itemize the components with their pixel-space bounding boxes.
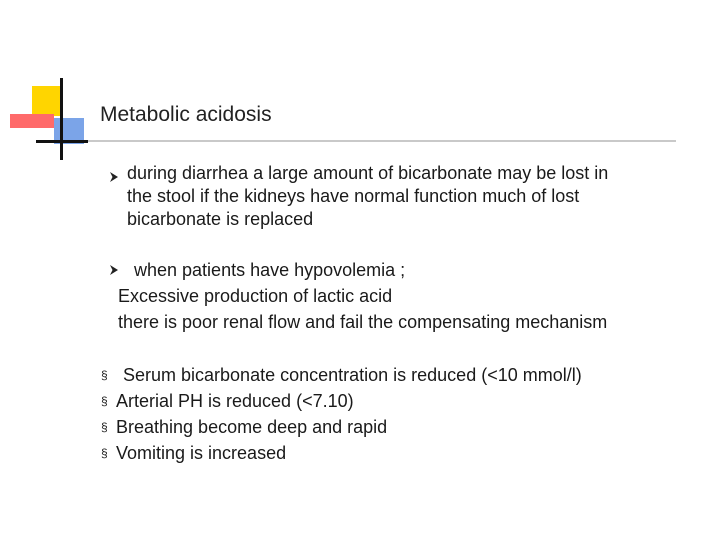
decor-yellow-square	[32, 86, 60, 116]
square-bullet-item-3: Breathing become deep and rapid	[116, 417, 388, 437]
square-bullet-item-2: Arterial PH is reduced (<7.10)	[116, 391, 354, 411]
arrowhead-bullet-icon	[108, 171, 120, 183]
decor-vertical-line	[60, 78, 63, 160]
bullet-2-line-3: there is poor renal flow and fail the compensating mechanism	[118, 312, 608, 332]
slide-title: Metabolic acidosis	[100, 103, 272, 126]
title-underline	[88, 140, 676, 142]
square-bullet-icon: §	[101, 420, 108, 434]
square-bullet-item-4: Vomiting is increased	[116, 443, 287, 463]
bullet-2-line-1: when patients have hypovolemia ;	[134, 260, 406, 280]
decor-dark-rule	[36, 140, 88, 143]
bullet-1-line-2: the stool if the kidneys have normal function much of lost	[127, 186, 580, 206]
bullet-2-line-2: Excessive production of lactic acid	[118, 286, 393, 306]
square-bullet-icon: §	[101, 446, 108, 460]
square-bullet-icon: §	[101, 394, 108, 408]
square-bullet-item-1: Serum bicarbonate concentration is reduced (<10 mmol/l)	[123, 365, 582, 385]
square-bullet-icon: §	[101, 368, 108, 382]
decor-red-bar	[10, 114, 54, 128]
arrowhead-bullet-icon	[108, 264, 120, 276]
bullet-1-line-1: during diarrhea a large amount of bicarbonate may be lost in	[127, 163, 609, 183]
bullet-1-line-3: bicarbonate is replaced	[127, 209, 314, 229]
